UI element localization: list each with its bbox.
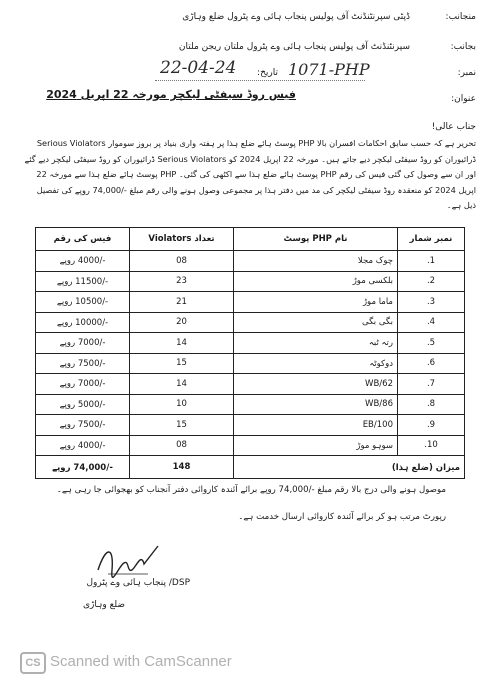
- body-paragraph: تحریر ہے کہ حسب سابق احکامات افسران بالا PHP پوسٹ ہائے ضلع ہذا پر ہفتہ واری بنیاد پر بروز سوموار Serious Violators ڈرائیوران کو روڈ سیفٹی لیکچر دیے جاتے ہیں۔ مورخہ 22 اپریل 2024 کو Serious Violators ڈرائیوران کو روڈ سیفٹی لیکچر دیے گئے اور ان سے وصول کی گئی فیس کی رقم PHP پوسٹ ہائے ضلع ہذا سے اکٹھی کی گئی۔ PHP پوسٹ ہائے ضلع ہذا سے مورخہ 22 اپریل 2024 کو منعقدہ روڈ سیفٹی لیکچر کی مد میں دفتر ہذا پر مجموعی وصول ہونے والی رقم مبلغ -/74,000 روپے کی تفصیل ذیل ہے۔: [24, 138, 476, 210]
- cell-violators: 08: [130, 251, 234, 272]
- cell-post-name: سوہو موڑ: [234, 435, 398, 456]
- from-label: منجانب:: [445, 12, 476, 22]
- cell-post-name: 86/WB: [234, 394, 398, 415]
- note-line-2: رپورٹ مرتب ہو کر برائے آئندہ کاروائی ارسال خدمت ہے۔: [238, 512, 446, 522]
- table-row: [36, 312, 465, 333]
- cell-fee: -/7500 روپے: [36, 353, 130, 374]
- cell-serial: 2.: [398, 271, 465, 292]
- cell-fee: -/10500 روپے: [36, 292, 130, 313]
- cell-violators: 21: [130, 292, 234, 313]
- total-row: [36, 456, 465, 479]
- number-date-underline: [155, 80, 365, 81]
- cell-serial: 6.: [398, 353, 465, 374]
- table-row: [36, 374, 465, 395]
- table-row: [36, 292, 465, 313]
- to-label: بجانب:: [450, 42, 476, 52]
- from-text: ڈپٹی سپرنٹنڈنٹ آف پولیس پنجاب ہائی وے پٹرول ضلع وہاڑی: [182, 12, 410, 22]
- cell-fee: -/7000 روپے: [36, 374, 130, 395]
- cell-serial: 7.: [398, 374, 465, 395]
- cell-violators: 14: [130, 374, 234, 395]
- cell-post-name: بگی بگی: [234, 312, 398, 333]
- camscanner-watermark: Scanned with CamScanner: [50, 653, 232, 670]
- signature-title: DSP/ پنجاب ہائی وے پٹرول: [86, 578, 190, 588]
- table-row: [36, 333, 465, 354]
- camscanner-logo: CS: [20, 652, 46, 674]
- cell-serial: 1.: [398, 251, 465, 272]
- cell-post-name: 100/EB: [234, 415, 398, 436]
- table-row: [36, 435, 465, 456]
- signature-scribble: [88, 540, 168, 580]
- cell-serial: 4.: [398, 312, 465, 333]
- cell-violators: 15: [130, 353, 234, 374]
- subject-label: عنوان:: [451, 94, 476, 104]
- fee-table: [35, 227, 465, 479]
- to-text: سپرنٹنڈنٹ آف پولیس پنجاب ہائی وے پٹرول ملتان ریجن ملتان: [178, 42, 410, 52]
- cell-post-name: 62/WB: [234, 374, 398, 395]
- cell-fee: -/4000 روپے: [36, 435, 130, 456]
- cell-violators: 08: [130, 435, 234, 456]
- cell-post-name: دوکوٹہ: [234, 353, 398, 374]
- col-fee-header: فیس کی رقم: [36, 228, 130, 251]
- cell-post-name: بلکسی موڑ: [234, 271, 398, 292]
- table-row: [36, 415, 465, 436]
- cell-serial: 5.: [398, 333, 465, 354]
- cell-serial: 9.: [398, 415, 465, 436]
- cell-violators: 15: [130, 415, 234, 436]
- cell-violators: 20: [130, 312, 234, 333]
- cell-fee: -/11500 روپے: [36, 271, 130, 292]
- table-row: [36, 251, 465, 272]
- cell-post-name: ماما موڑ: [234, 292, 398, 313]
- number-label: نمبر:: [457, 68, 476, 78]
- cell-serial: 10.: [398, 435, 465, 456]
- cell-fee: -/7000 روپے: [36, 333, 130, 354]
- total-label: میزان (ضلع ہذا): [234, 456, 465, 479]
- col-post-header: نام PHP پوسٹ: [234, 228, 398, 251]
- cell-post-name: چوک مجلا: [234, 251, 398, 272]
- col-serial-header: نمبر شمار: [398, 228, 465, 251]
- cell-post-name: رتہ ٹبہ: [234, 333, 398, 354]
- total-violators: 148: [130, 456, 234, 479]
- subject-title: فیس روڈ سیفٹی لیکچر مورخہ 22 اپریل 2024: [46, 88, 296, 101]
- salutation: جناب عالی!: [431, 122, 476, 132]
- signature-district: ضلع وہاڑی: [82, 600, 125, 610]
- note-line-1: موصول ہونے والی درج بالا رقم مبلغ -/74,000 روپے برائے آئندہ کاروائی دفتر آنجناب کو بھجوائی جا رہی ہے۔: [56, 485, 446, 495]
- col-violators-header: تعداد Violators: [130, 228, 234, 251]
- table-row: [36, 394, 465, 415]
- table-header-row: [36, 228, 465, 251]
- cell-fee: -/5000 روپے: [36, 394, 130, 415]
- table-row: [36, 271, 465, 292]
- cell-violators: 14: [130, 333, 234, 354]
- cell-fee: -/7500 روپے: [36, 415, 130, 436]
- cell-serial: 3.: [398, 292, 465, 313]
- cell-violators: 23: [130, 271, 234, 292]
- table-row: [36, 353, 465, 374]
- cell-serial: 8.: [398, 394, 465, 415]
- cell-fee: -/10000 روپے: [36, 312, 130, 333]
- date-label: تاریخ:: [257, 68, 278, 78]
- table-body: [36, 251, 465, 456]
- total-fee: -/74,000 روپے: [36, 456, 130, 479]
- date-value: 22-04-24: [160, 58, 237, 78]
- cell-violators: 10: [130, 394, 234, 415]
- cell-fee: -/4000 روپے: [36, 251, 130, 272]
- number-value: 1071-PHP: [288, 60, 370, 79]
